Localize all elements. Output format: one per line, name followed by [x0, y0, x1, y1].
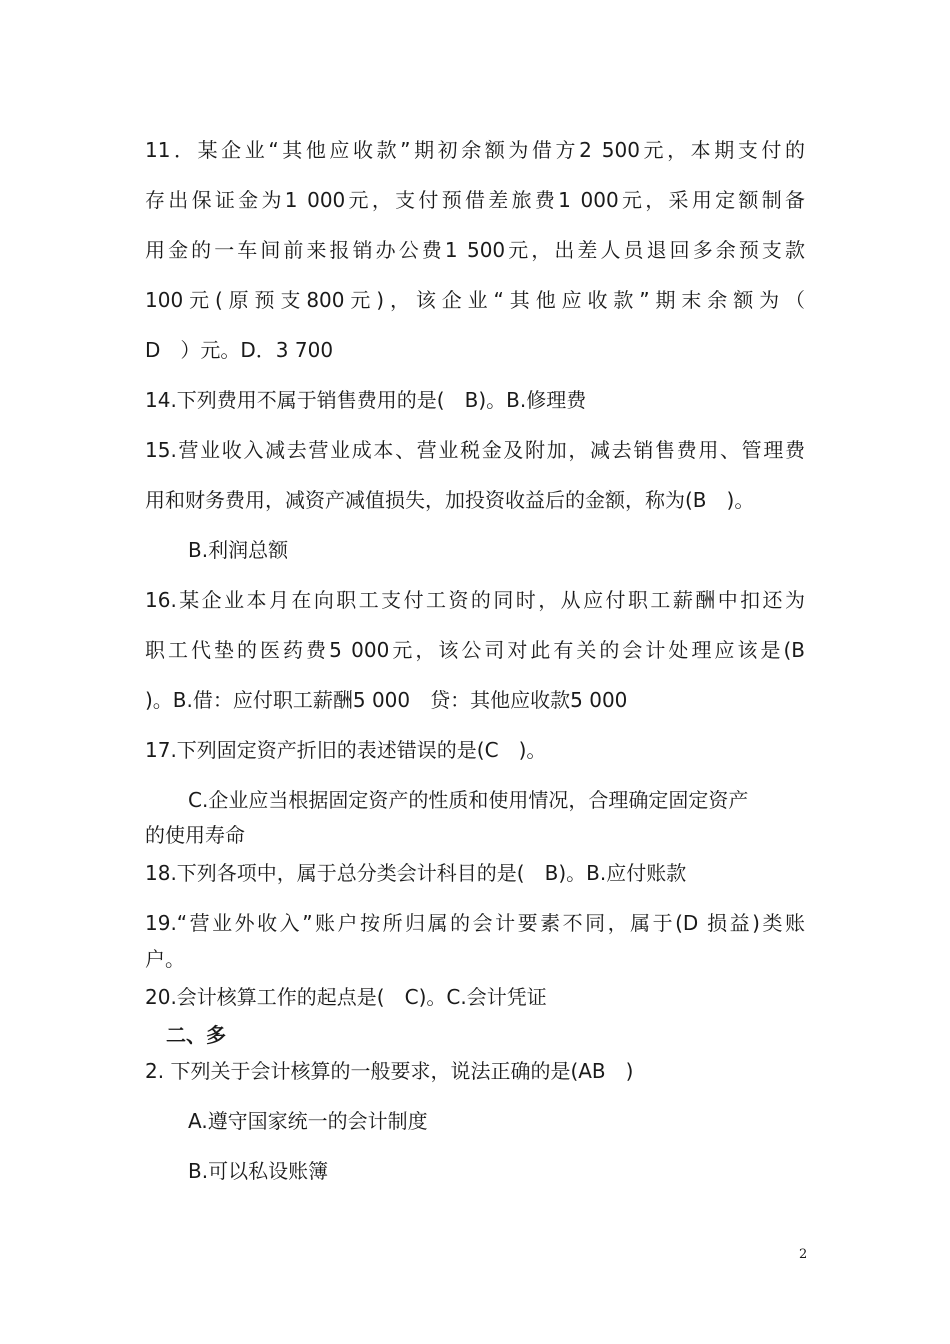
- q11-line-3: 用金的一车间前来报销办公费1 500元，出差人员退回多余预支款: [145, 238, 805, 262]
- q20-line: 20.会计核算工作的起点是( C)。C.会计凭证: [145, 985, 547, 1009]
- q17-answer-line-1: C.企业应当根据固定资产的性质和使用情况，合理确定固定资产: [188, 788, 749, 812]
- section-heading-multiple-choice: 二、多: [166, 1023, 226, 1047]
- q11-line-4: 100元(原预支800元)，该企业“其他应收款”期末余额为（: [145, 288, 805, 312]
- q17-line: 17.下列固定资产折旧的表述错误的是(C )。: [145, 738, 547, 762]
- q14-line: 14.下列费用不属于销售费用的是( B)。B.修理费: [145, 388, 587, 412]
- q19-line-2: 户。: [145, 947, 185, 971]
- q11-line-1: 11．某企业“其他应收款”期初余额为借方2 500元，本期支付的: [145, 138, 805, 162]
- q15-line-2: 用和财务费用，减资产减值损失，加投资收益后的金额，称为(B )。: [145, 488, 755, 512]
- q15-line-1: 15.营业收入减去营业成本、营业税金及附加，减去销售费用、管理费: [145, 438, 805, 462]
- q16-answer: )。B.借：应付职工薪酬5 000 贷：其他应收款5 000: [145, 688, 628, 712]
- mq2-option-b: B.可以私设账簿: [188, 1159, 329, 1183]
- page-number: 2: [799, 1247, 808, 1262]
- q15-answer: B.利润总额: [188, 538, 289, 562]
- mq2-line: 2. 下列关于会计核算的一般要求，说法正确的是(AB ): [145, 1059, 634, 1083]
- q19-line-1: 19.“营业外收入”账户按所归属的会计要素不同，属于(D 损益)类账: [145, 911, 805, 935]
- q18-line: 18.下列各项中，属于总分类会计科目的是( B)。B.应付账款: [145, 861, 687, 885]
- q11-line-2: 存出保证金为1 000元，支付预借差旅费1 000元，采用定额制备: [145, 188, 805, 212]
- q11-answer: D ）元。D．3 700: [145, 338, 334, 362]
- mq2-option-a: A.遵守国家统一的会计制度: [188, 1109, 428, 1133]
- q16-line-2: 职工代垫的医药费5 000元，该公司对此有关的会计处理应该是(B: [145, 638, 805, 662]
- q17-answer-line-2: 的使用寿命: [145, 823, 245, 847]
- q16-line-1: 16.某企业本月在向职工支付工资的同时，从应付职工薪酬中扣还为: [145, 588, 805, 612]
